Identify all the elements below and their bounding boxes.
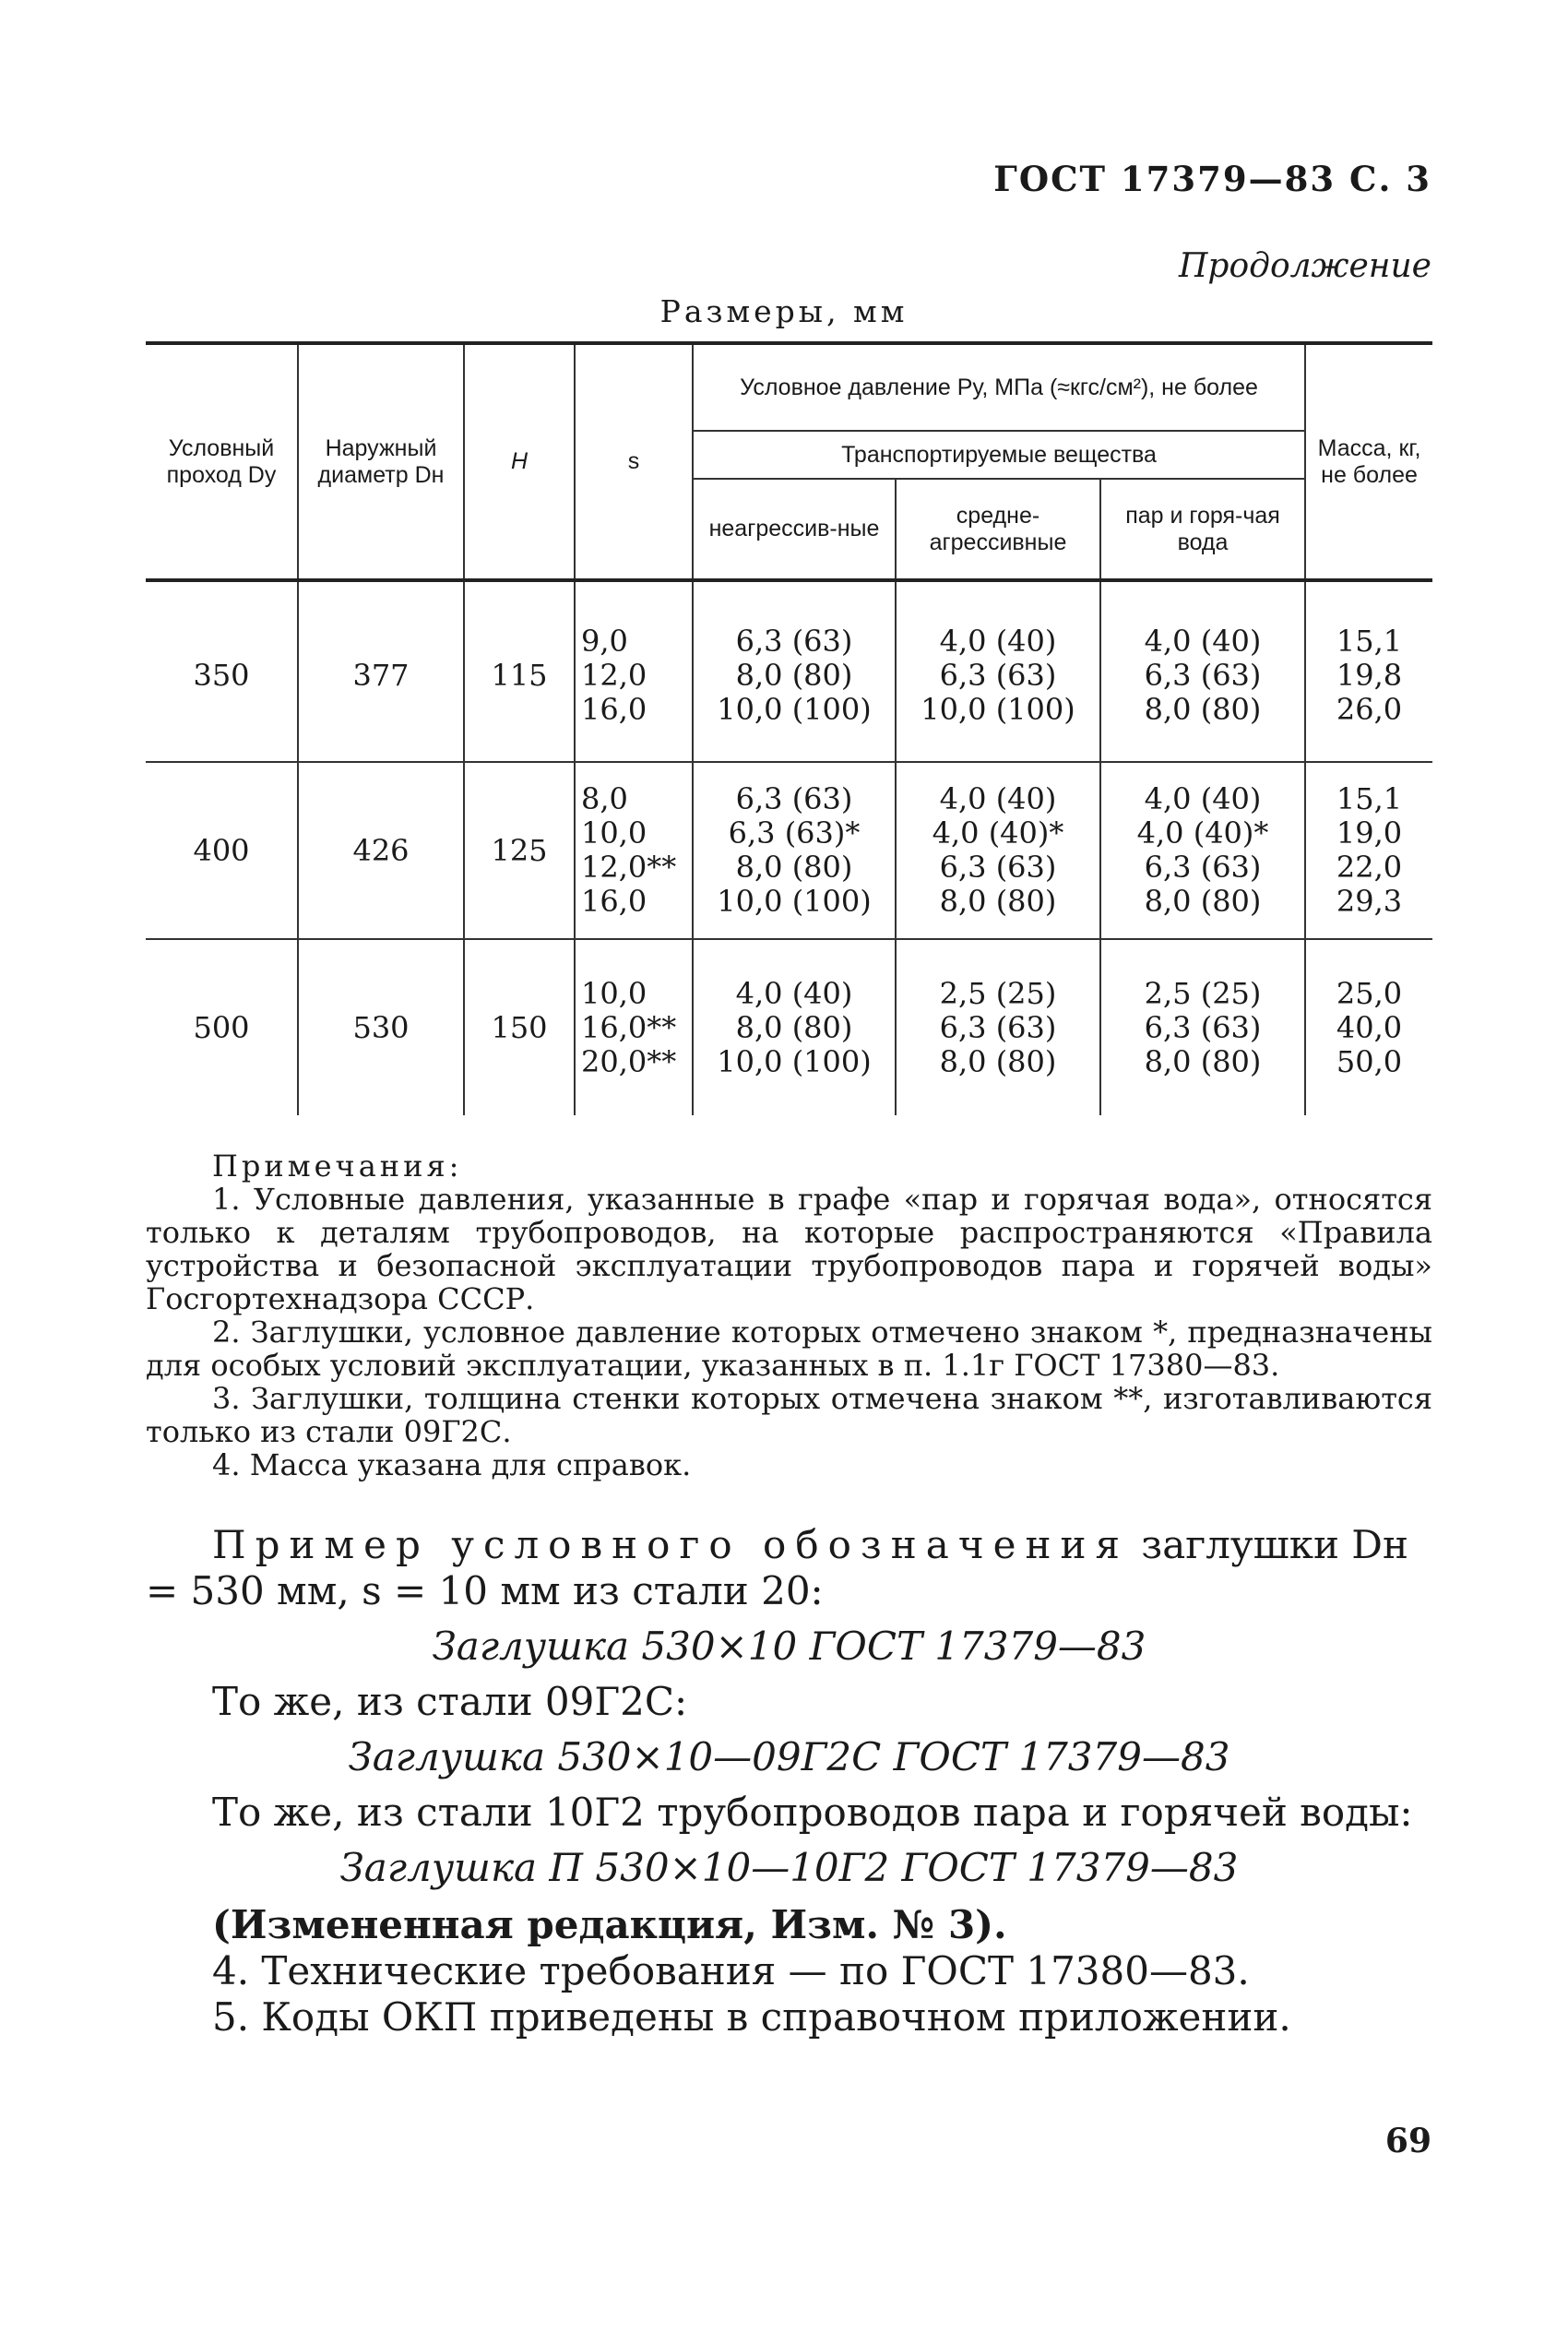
cell-line: 6,3 (63) [939, 1009, 1057, 1045]
cell-mid-aggressive [896, 580, 1100, 762]
cell-dy: 500 [146, 939, 298, 1115]
cell-line: 4,0 (40) [1144, 781, 1262, 816]
cell-line: 8,0 (80) [735, 657, 853, 693]
cell-line: 12,0** [581, 850, 677, 885]
cell-dn: 426 [298, 762, 464, 939]
cell-line: 15,1 [1336, 781, 1403, 816]
cell-line: 4,0 (40)* [1136, 815, 1269, 851]
cell-line: 25,0 [1336, 975, 1403, 1011]
designation-line: Заглушка П 530×10—10Г2 ГОСТ 17379—83 [339, 1845, 1239, 1890]
header-non-aggressive: неагрессив-ные [693, 479, 896, 580]
note-item: 3. Заглушки, толщина стенки которых отмечена знаком **, изготавливаются только из стали 09Г2С. [146, 1381, 1432, 1449]
cell-line: 4,0 (40) [1144, 623, 1262, 659]
cell-line: 8,0 (80) [735, 1009, 853, 1045]
example-text: То же, из стали 10Г2 трубопроводов пара и горячей воды: [212, 1790, 1413, 1835]
cell-h: 150 [464, 939, 575, 1115]
cell-line: 16,0 [581, 691, 647, 727]
header-dn: Наружный диаметр Dн [298, 343, 464, 580]
cell-line: 10,0 (100) [717, 691, 872, 727]
cell-line: 4,0 (40)* [932, 815, 1064, 851]
page-number: 69 [1384, 2122, 1431, 2160]
cell-line: 4,0 (40) [735, 975, 853, 1011]
cell-line: 6,3 (63) [939, 657, 1057, 693]
header-s: s [575, 343, 693, 580]
cell-line: 9,0 [581, 623, 628, 659]
cell-line: 12,0 [581, 657, 647, 693]
cell-line: 4,0 (40) [939, 781, 1057, 816]
cell-line: 6,3 (63) [735, 623, 853, 659]
continuation-label: Продолжение [1179, 247, 1431, 285]
example-intro-rest: заглушки Dн = 530 мм, s = 10 мм из стали 20: [146, 1522, 1408, 1613]
cell-line: 6,3 (63) [1144, 1009, 1262, 1045]
cell-non-aggressive [693, 762, 896, 939]
cell-line: 8,0 (80) [1144, 884, 1262, 919]
note-item: 1. Условные давления, указанные в графе «пар и горячая вода», относятся только к деталям трубопроводов, на которые распространяются «Правила устройства и безопасной эксплуатации трубопроводов пара и горячей воды» Госгортехнадзора СССР. [146, 1182, 1432, 1316]
table-caption: Размеры, мм [659, 293, 909, 329]
cell-line: 8,0 (80) [1144, 1043, 1262, 1079]
cell-line: 8,0 (80) [735, 850, 853, 885]
header-mid-aggressive: средне-агрессивные [896, 479, 1100, 580]
page-header: ГОСТ 17379—83 С. 3 [993, 159, 1431, 199]
cell-line: 10,0 [581, 815, 647, 851]
cell-dy: 400 [146, 762, 298, 939]
cell-steam [1100, 580, 1305, 762]
cell-steam [1100, 762, 1305, 939]
cell-s [575, 580, 693, 762]
note-item: 4. Масса указана для справок. [212, 1447, 692, 1482]
designation-line: Заглушка 530×10—09Г2С ГОСТ 17379—83 [348, 1734, 1230, 1779]
cell-s [575, 939, 693, 1115]
header-substances: Транспортируемые вещества [693, 431, 1305, 479]
dimensions-table [146, 341, 1432, 1115]
header-dy: Условный проход Dу [146, 343, 298, 580]
cell-mass [1305, 580, 1432, 762]
cell-line: 40,0 [1336, 1009, 1403, 1045]
example-intro [146, 1522, 1432, 1614]
cell-line: 6,3 (63) [735, 781, 853, 816]
table-row [146, 939, 1432, 1115]
cell-line: 8,0 (80) [939, 884, 1057, 919]
cell-line: 10,0 (100) [921, 691, 1075, 727]
header-pressure: Условное давление Pу, МПа (≈кгс/см²), не более [693, 343, 1305, 431]
table-row [146, 580, 1432, 762]
table-row [146, 762, 1432, 939]
cell-h: 115 [464, 580, 575, 762]
cell-mass [1305, 939, 1432, 1115]
example-intro-spaced: Пример условного обозначения [212, 1522, 1129, 1567]
cell-line: 26,0 [1336, 691, 1403, 727]
cell-line: 20,0** [581, 1043, 677, 1079]
designation-example [146, 1522, 1432, 2040]
cell-line: 16,0 [581, 884, 647, 919]
header-mass: Масса, кг, не более [1305, 343, 1432, 580]
cell-non-aggressive [693, 939, 896, 1115]
cell-line: 50,0 [1336, 1043, 1403, 1079]
example-text: То же, из стали 09Г2С: [212, 1679, 688, 1724]
cell-dn: 377 [298, 580, 464, 762]
section-item: 5. Коды ОКП приведены в справочном приложении. [212, 1994, 1291, 2040]
cell-mid-aggressive [896, 762, 1100, 939]
cell-line: 8,0 (80) [939, 1043, 1057, 1079]
cell-h: 125 [464, 762, 575, 939]
cell-line: 6,3 (63) [1144, 850, 1262, 885]
revision-note: (Измененная редакция, Изм. № 3). [212, 1902, 1007, 1947]
cell-line: 6,3 (63) [939, 850, 1057, 885]
cell-line: 6,3 (63)* [728, 815, 861, 851]
cell-line: 16,0** [581, 1009, 677, 1045]
notes-title: Примечания: [212, 1148, 463, 1184]
cell-line: 4,0 (40) [939, 623, 1057, 659]
notes-section [146, 1149, 1432, 1481]
cell-steam [1100, 939, 1305, 1115]
cell-line: 29,3 [1336, 884, 1403, 919]
cell-line: 15,1 [1336, 623, 1403, 659]
cell-line: 19,8 [1336, 657, 1403, 693]
cell-non-aggressive [693, 580, 896, 762]
header-steam: пар и горя-чая вода [1100, 479, 1305, 580]
cell-line: 6,3 (63) [1144, 657, 1262, 693]
section-item: 4. Технические требования — по ГОСТ 17380—83. [212, 1948, 1250, 1993]
cell-line: 22,0 [1336, 850, 1403, 885]
cell-line: 10,0 (100) [717, 884, 872, 919]
cell-line: 2,5 (25) [939, 975, 1057, 1011]
cell-mid-aggressive [896, 939, 1100, 1115]
header-h: H [464, 343, 575, 580]
cell-line: 8,0 (80) [1144, 691, 1262, 727]
cell-line: 10,0 [581, 975, 647, 1011]
cell-line: 19,0 [1336, 815, 1403, 851]
cell-line: 8,0 [581, 781, 628, 816]
designation-line: Заглушка 530×10 ГОСТ 17379—83 [432, 1624, 1146, 1669]
cell-line: 10,0 (100) [717, 1043, 872, 1079]
cell-dy: 350 [193, 657, 250, 693]
note-item: 2. Заглушки, условное давление которых отмечено знаком *, предназначены для особых условий эксплуатации, указанных в п. 1.1г ГОСТ 17380—83. [146, 1315, 1432, 1383]
cell-line: 2,5 (25) [1144, 975, 1262, 1011]
cell-s [575, 762, 693, 939]
cell-dn: 530 [298, 939, 464, 1115]
cell-mass [1305, 762, 1432, 939]
